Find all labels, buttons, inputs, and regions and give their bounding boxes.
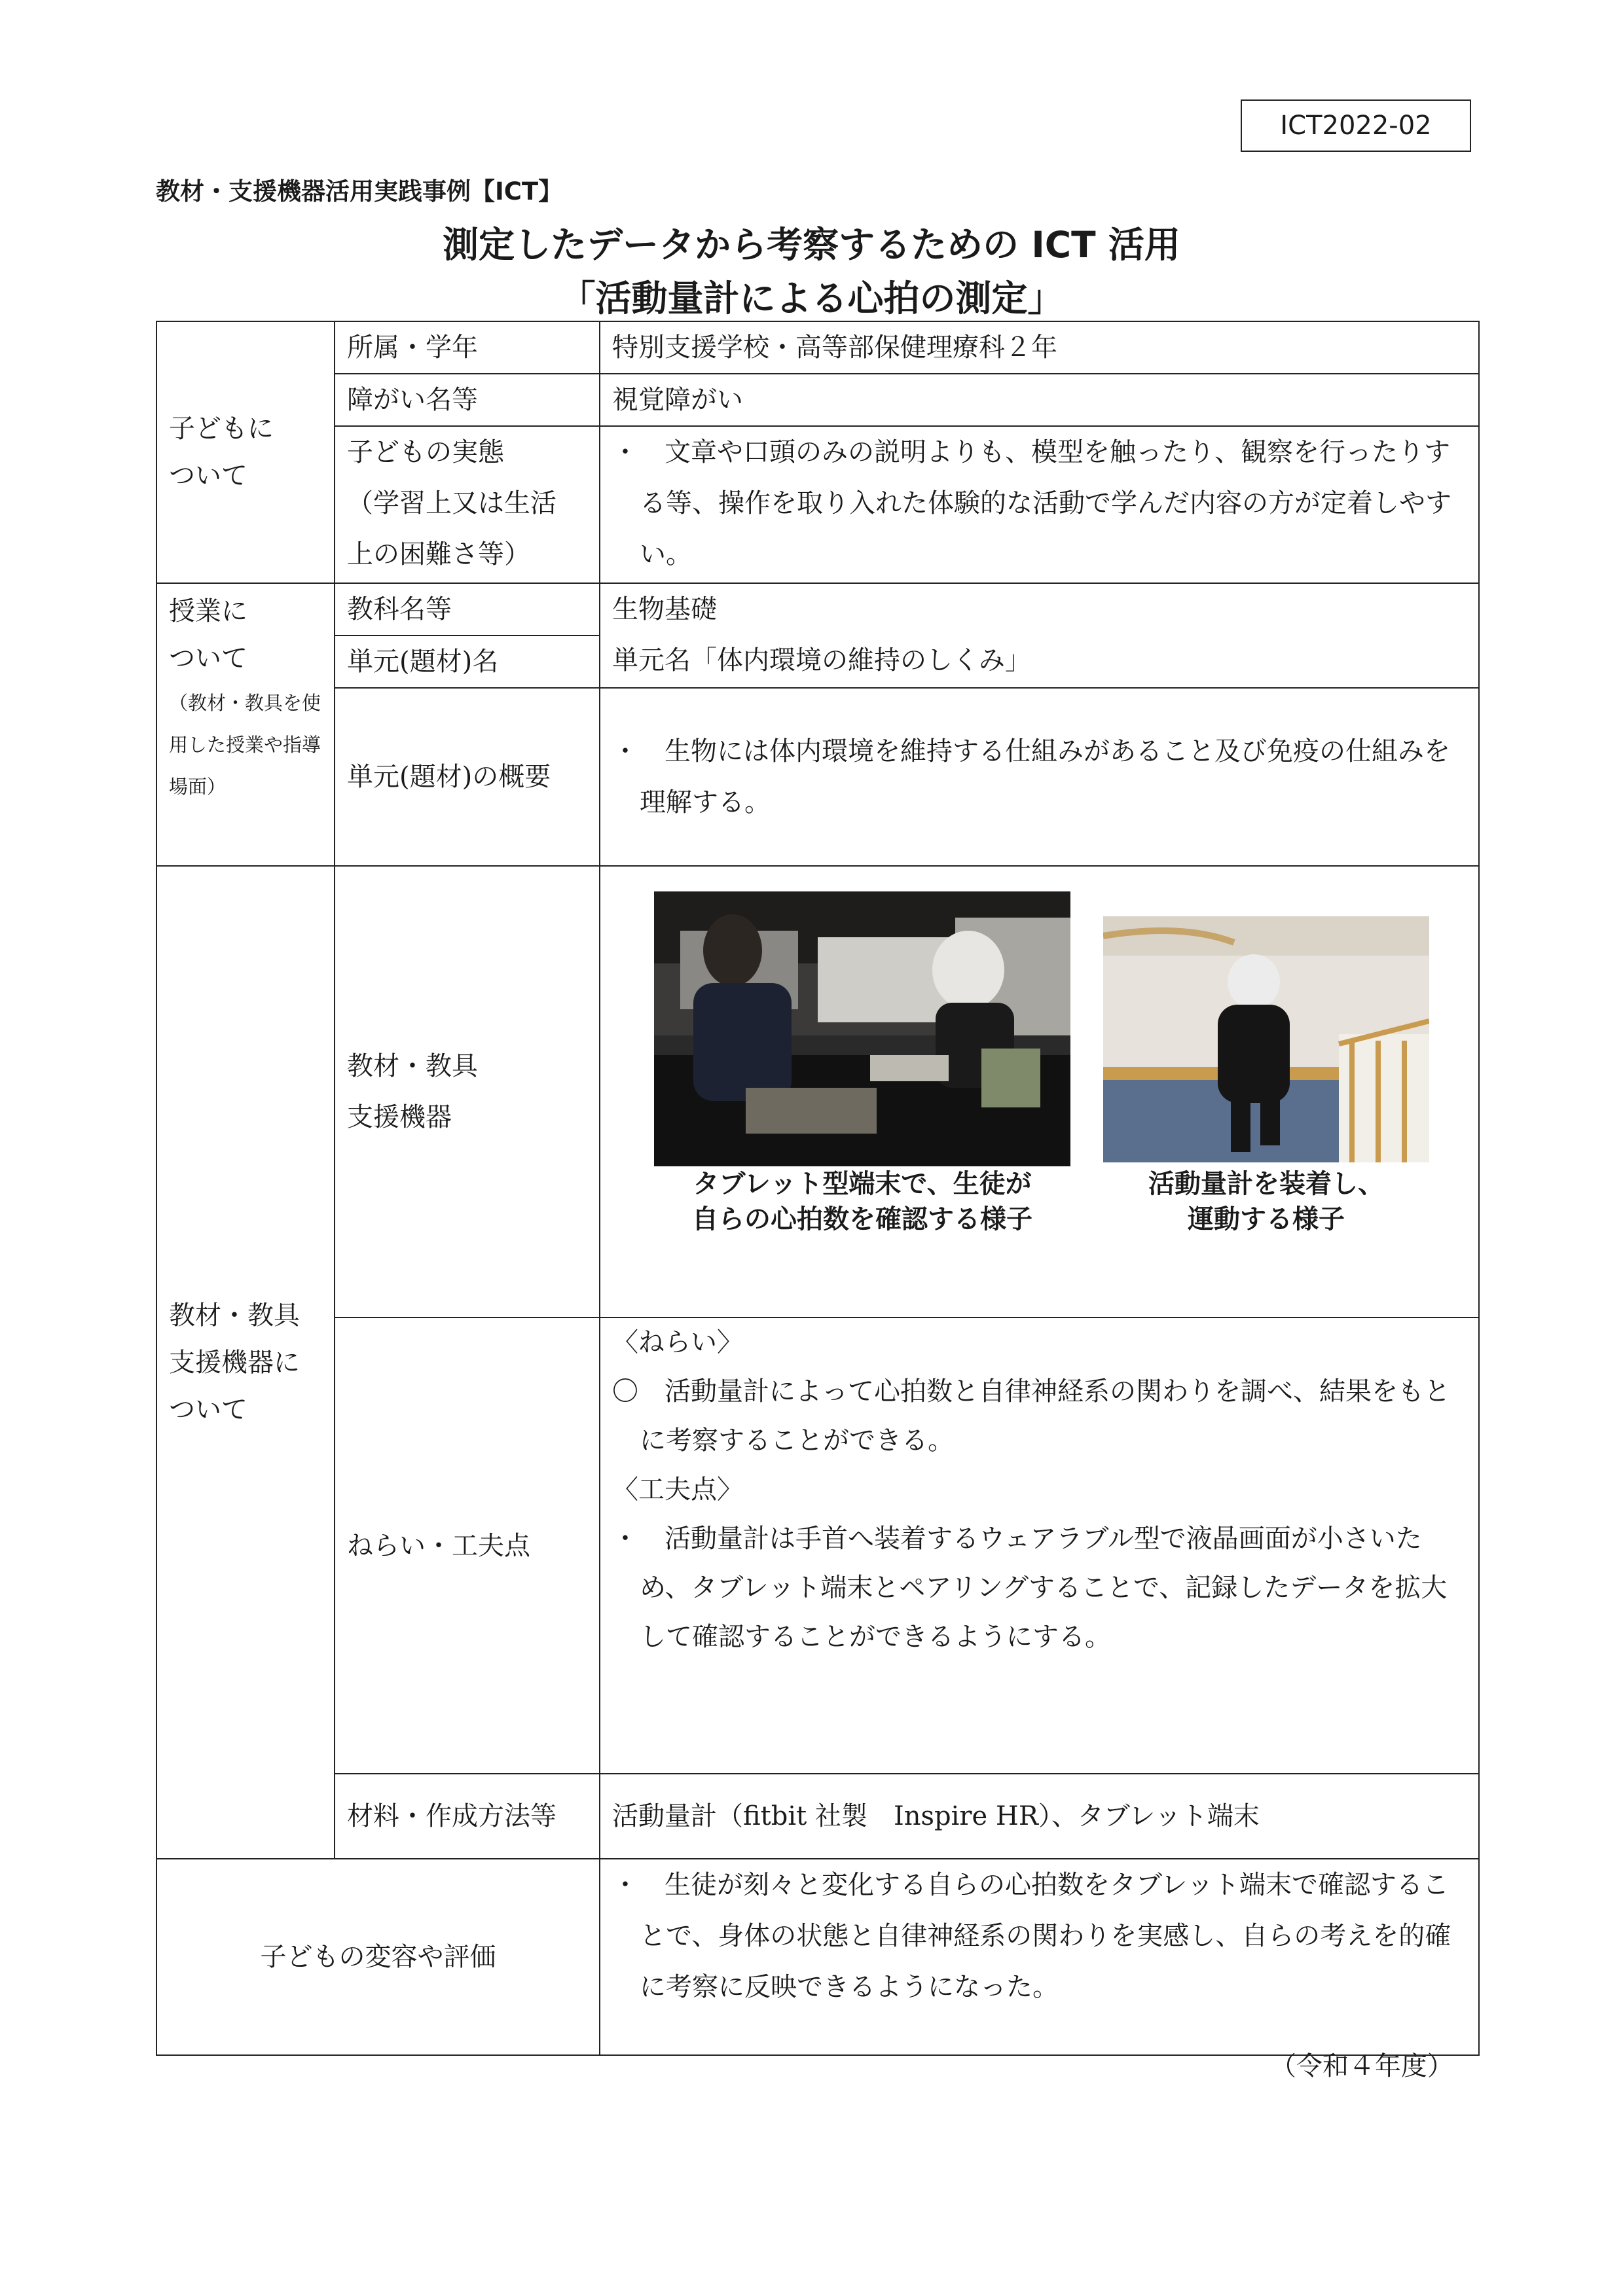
materials-label: 材料・作成方法等	[335, 1774, 600, 1859]
overview-text: 生物には体内環境を維持する仕組みがあること及び免疫の仕組みを理解する。	[640, 736, 1450, 817]
unit-label: 単元(題材)名	[335, 636, 600, 688]
page-title: 測定したデータから考察するための ICT 活用	[443, 224, 1180, 266]
section-materials-line3: ついて	[169, 1394, 247, 1425]
status-label	[335, 426, 600, 583]
stairs-photo-image	[1103, 916, 1429, 1162]
materials-value: 活動量計（fitbit 社製 Inspire HR）、タブレット端末	[600, 1774, 1479, 1859]
ingenuity-item	[612, 1515, 1467, 1662]
photo1-caption-line1: タブレット型端末で、生徒が	[693, 1169, 1032, 1199]
section-lesson	[156, 583, 335, 866]
affiliation-value: 特別支援学校・高等部保健理療科２年	[600, 321, 1479, 374]
affiliation-label: 所属・学年	[335, 321, 600, 374]
status-text: 文章や口頭のみの説明よりも、模型を触ったり、観察を行ったりする等、操作を取り入れた体験的な活動で学んだ内容の方が定着しやすい。	[640, 437, 1451, 569]
tools-label	[335, 866, 600, 1318]
aim-text: 活動量計によって心拍数と自律神経系の関わりを調べ、結果をもとに考察することができる。	[640, 1376, 1450, 1456]
section-lesson-line1: 授業に	[169, 596, 247, 626]
subject-value: 生物基礎	[612, 594, 717, 624]
document-category: 教材・支援機器活用実践事例【ICT】	[156, 177, 563, 206]
photo2-caption-line2: 運動する様子	[1188, 1204, 1345, 1234]
subject-unit-cell	[600, 583, 1479, 688]
section-child-line1: 子どもに	[169, 414, 274, 444]
evaluation-text: 生徒が刻々と変化する自らの心拍数をタブレット端末で確認することで、身体の状態と自律神経系の関わりを実感し、自らの考えを的確に考察に反映できるようになった。	[640, 1870, 1451, 2002]
case-table	[156, 321, 1480, 2056]
section-lesson-line2: ついて	[169, 643, 247, 673]
page-subtitle: 「活動量計による心拍の測定」	[559, 278, 1064, 319]
tools-label-line2: 支援機器	[347, 1102, 452, 1132]
photos-cell	[600, 866, 1479, 1318]
photo1-caption-line2: 自らの心拍数を確認する様子	[692, 1204, 1032, 1234]
overview-label: 単元(題材)の概要	[335, 688, 600, 866]
evaluation-cell	[600, 1859, 1479, 2055]
disability-label: 障がい名等	[335, 374, 600, 426]
section-materials	[156, 866, 335, 1859]
aims-label: ねらい・工夫点	[335, 1318, 600, 1774]
tools-label-line1: 教材・教具	[347, 1051, 478, 1081]
status-bullet: ・	[612, 437, 638, 467]
overview-value	[612, 726, 1467, 828]
photo1-caption	[654, 1166, 1070, 1237]
status-value-cell	[600, 426, 1479, 583]
document-id-box: ICT2022-02	[1241, 99, 1471, 152]
aims-cell	[600, 1318, 1479, 1774]
photo2-caption	[1103, 1166, 1429, 1237]
aim-bullet: 〇	[612, 1376, 638, 1407]
overview-bullet: ・	[612, 736, 638, 766]
aim-heading: 〈ねらい〉	[612, 1327, 743, 1357]
status-label-line3: 上の困難さ等）	[347, 539, 530, 569]
status-value	[612, 427, 1467, 580]
photo2-caption-line1: 活動量計を装着し、	[1148, 1169, 1384, 1199]
status-label-line2: （学習上又は生活	[347, 488, 556, 518]
photo-exercising	[1103, 916, 1429, 1162]
section-materials-line1: 教材・教具	[169, 1300, 300, 1331]
subject-label: 教科名等	[335, 583, 600, 636]
photo-tablet-checking	[654, 891, 1070, 1166]
disability-value: 視覚障がい	[600, 374, 1479, 426]
section-materials-line2: 支援機器に	[169, 1347, 300, 1378]
aim-item	[612, 1367, 1467, 1465]
evaluation-bullet: ・	[612, 1870, 638, 1900]
overview-value-cell	[600, 688, 1479, 866]
evaluation-label: 子どもの変容や評価	[156, 1859, 600, 2055]
status-label-line1: 子どもの実態	[347, 437, 504, 467]
section-child-line2: ついて	[169, 461, 247, 491]
ingenuity-text: 活動量計は手首へ装着するウェアラブル型で液晶画面が小さいため、タブレット端末とペアリングすることで、記録したデータを拡大して確認することができるようにする。	[640, 1524, 1448, 1652]
classroom-photo-image	[654, 891, 1070, 1166]
fiscal-year: （令和４年度）	[1270, 2051, 1453, 2081]
ingenuity-bullet: ・	[612, 1524, 638, 1554]
ingenuity-heading: 〈工夫点〉	[612, 1475, 743, 1505]
evaluation-item	[612, 1859, 1467, 2013]
section-lesson-note: （教材・教具を使用した授業や指導場面）	[169, 692, 321, 798]
section-child	[156, 321, 335, 583]
unit-value: 単元名「体内環境の維持のしくみ」	[612, 645, 1031, 675]
